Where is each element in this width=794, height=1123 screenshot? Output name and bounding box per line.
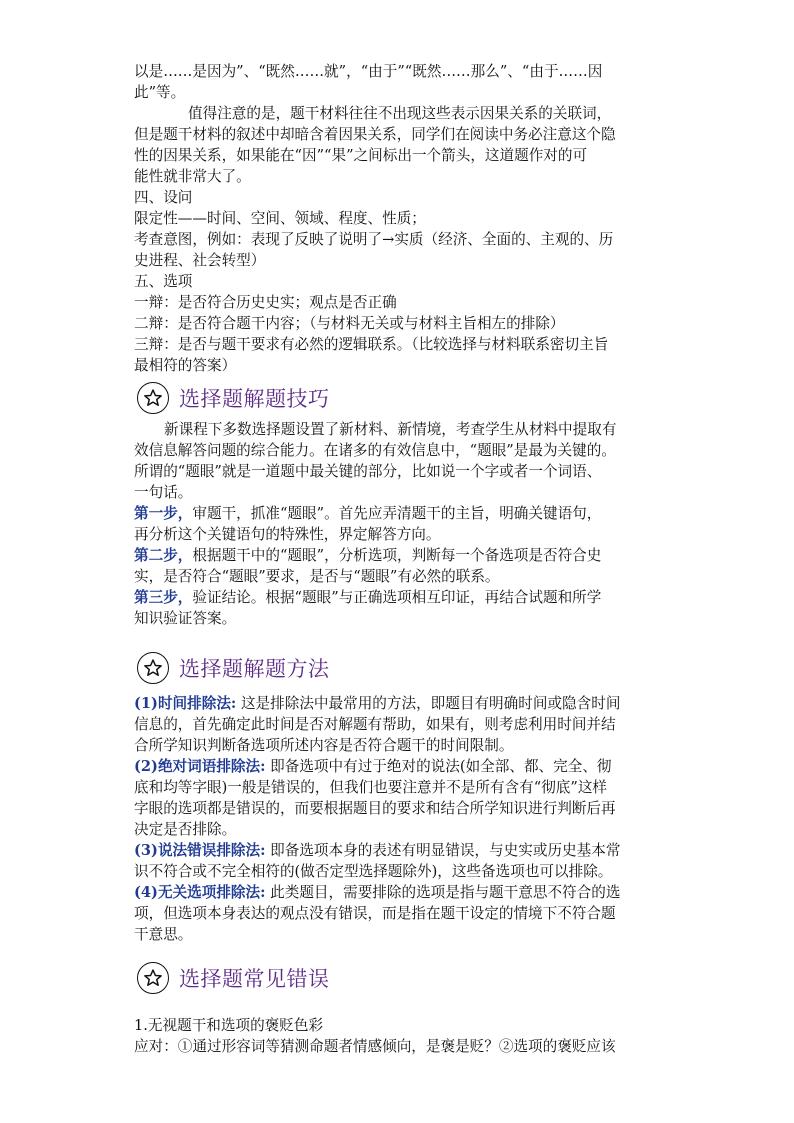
text-line: 四、设问	[134, 189, 193, 206]
text-line: 新课程下多数选择题设置了新材料、新情境，考查学生从材料中提取有	[164, 421, 617, 438]
text-line: 值得注意的是，题干材料往往不出现这些表示因果关系的关联词，	[188, 105, 612, 122]
step-text: 审题干，抓准“题眼”。首先应弄清题干的主旨，明确关键语句，	[192, 505, 602, 522]
text-line: 性的因果关系，如果能在“因”“果”之间标出一个箭头，这道题作对的可	[134, 147, 588, 164]
text-line: 信息的，首先确定此时间是否对解题有帮助，如果有，则考虑利用时间并结	[134, 716, 616, 733]
text-line: 项，但选项本身表达的观点没有错误，而是指在题干设定的情境下不符合题	[134, 905, 616, 922]
step-label: 第二步，	[134, 547, 193, 564]
text-line: 最相符的答案）	[134, 357, 237, 374]
star-icon	[137, 382, 169, 414]
method-label: (2)绝对词语排除法:	[134, 758, 266, 775]
star-icon	[137, 962, 169, 994]
method-label: (4)无关选项排除法:	[134, 884, 266, 901]
step-label: 第三步，	[134, 589, 193, 606]
section-title: 选择题解题方法	[179, 657, 330, 681]
method-line	[134, 883, 620, 904]
section-heading-errors	[137, 960, 330, 996]
step-line	[134, 546, 601, 567]
text-line: 限定性——时间、空间、领域、程度、性质；	[134, 210, 426, 227]
text-line: 此”等。	[134, 84, 186, 101]
method-line	[134, 757, 612, 778]
text-line: 五、选项	[134, 273, 193, 290]
text-line: 一辩：是否符合历史史实；观点是否正确	[134, 294, 397, 311]
section-title: 选择题解题技巧	[179, 387, 330, 411]
text-line: 决定是否排除。	[134, 821, 237, 838]
method-line	[134, 841, 620, 862]
text-line: 识不符合或不完全相符的(做否定型选择题除外)，这些备选项也可以排除。	[134, 863, 613, 880]
text-line: 一句话。	[134, 484, 193, 501]
method-label: (3)说法错误排除法:	[134, 842, 266, 859]
text-line: 能性就非常大了。	[134, 168, 251, 185]
step-text: 根据题干中的“题眼”，分析选项，判断每一个备选项是否符合史	[192, 547, 602, 564]
section-heading-techniques	[137, 380, 330, 416]
text-line: 合所学知识判断备选项所述内容是否符合题干的时间限制。	[134, 737, 514, 754]
method-text: 即备选项本身的表述有明显错误，与史实或历史基本常	[265, 842, 621, 859]
star-icon	[137, 652, 169, 684]
text-line: 1.无视题干和选项的褒贬色彩	[134, 1017, 324, 1034]
text-line: 史进程、社会转型）	[134, 252, 266, 269]
text-line: 干意思。	[134, 926, 193, 943]
text-line: 二辩：是否符合题干内容；（与材料无关或与材料主旨相左的排除）	[134, 315, 565, 332]
method-text: 即备选项中有过于绝对的说法(如全部、都、完全、彻	[265, 758, 612, 775]
text-line: 三辩：是否与题干要求有必然的逻辑联系。（比较选择与材料联系密切主旨	[134, 336, 609, 353]
text-line: 效信息解答问题的综合能力。在诸多的有效信息中，“题眼”是最为关键的。	[134, 442, 616, 459]
method-text: 此类题目，需要排除的选项是指与题干意思不符合的选	[265, 884, 621, 901]
step-line	[134, 504, 601, 525]
text-line: 应对：①通过形容词等猜测命题者情感倾向，是褒是贬？②选项的褒贬应该	[134, 1038, 616, 1055]
text-line: 但是题干材料的叙述中却暗含着因果关系，同学们在阅读中务必注意这个隐	[134, 126, 616, 143]
step-label: 第一步，	[134, 505, 193, 522]
text-line: 实，是否符合“题眼”要求，是否与“题眼”有必然的联系。	[134, 568, 500, 585]
section-heading-methods	[137, 650, 330, 686]
text-line: 底和均等字眼)一般是错误的，但我们也要注意并不是所有含有“彻底”这样	[134, 779, 608, 796]
text-line: 考查意图，例如：表现了反映了说明了→实质（经济、全面的、主观的、历	[134, 231, 614, 248]
text-line: 以是……是因为”、“既然……就”，“由于”“既然……那么”、“由于……因	[134, 63, 603, 80]
method-text: 这是排除法中最常用的方法，即题目有明确时间或隐含时间	[236, 695, 621, 712]
text-line: 再分析这个关键语句的特殊性，界定解答方向。	[134, 526, 441, 543]
method-label: (1)时间排除法:	[134, 695, 237, 712]
text-line: 字眼的选项都是错误的，而要根据题目的要求和结合所学知识进行判断后再	[134, 800, 616, 817]
method-line	[134, 694, 620, 715]
step-text: 验证结论。根据“题眼”与正确选项相互印证，再结合试题和所学	[192, 589, 602, 606]
text-line: 知识验证答案。	[134, 610, 237, 627]
step-line	[134, 588, 601, 609]
text-line: 所谓的“题眼”就是一道题中最关键的部分，比如说一个字或者一个词语、	[134, 463, 602, 480]
section-title: 选择题常见错误	[179, 967, 330, 991]
